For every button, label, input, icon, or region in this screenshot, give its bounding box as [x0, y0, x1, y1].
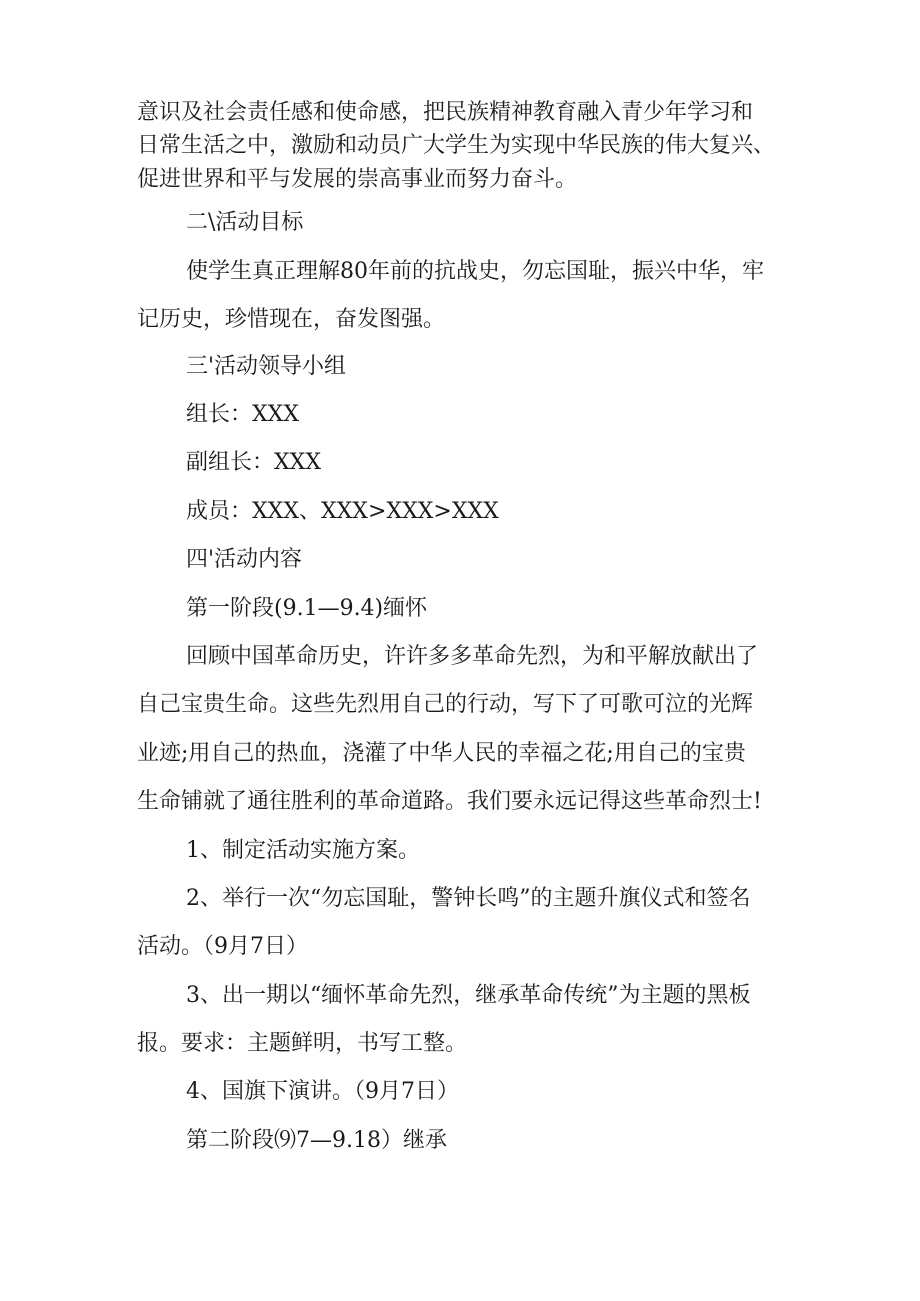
stage1-text-line-3: 业迹;用自己的热血，浇灌了中华人民的幸福之花;用自己的宝贵: [137, 741, 746, 766]
section-heading-content: 四'活动内容: [186, 547, 303, 572]
stage1-text-line-2: 自己宝贵生命。这些先烈用自己的行动，写下了可歌可泣的光辉: [137, 692, 754, 717]
section-heading-leadership: 三'活动领导小组: [186, 354, 347, 379]
intro-line-1: 意识及社会责任感和使命感，把民族精神教育融入青少年学习和: [137, 100, 754, 125]
leader-line: 组长：XXX: [186, 402, 299, 427]
stage1-text-line-4: 生命铺就了通往胜利的革命道路。我们要永远记得这些革命烈士!: [137, 789, 762, 814]
objectives-line-2: 记历史，珍惜现在，奋发图强。: [137, 307, 446, 332]
intro-line-2: 日常生活之中，激励和动员广大学生为实现中华民族的伟大复兴、: [137, 133, 776, 158]
stage2-title: 第二阶段⑼7—9.18）继承: [186, 1128, 447, 1153]
members-line: 成员：XXX、XXX>XXX>XXX: [186, 499, 499, 524]
item-2-line-1: 2、举行一次“勿忘国耻，警钟长鸣”的主题升旗仪式和签名: [186, 886, 751, 911]
intro-line-3: 促进世界和平与发展的崇高事业而努力奋斗。: [137, 167, 578, 192]
stage1-title: 第一阶段(9.1—9.4)缅怀: [186, 596, 428, 621]
deputy-line: 副组长：XXX: [186, 450, 321, 475]
item-4: 4、国旗下演讲。（9月7日）: [186, 1079, 459, 1104]
objectives-line-1: 使学生真正理解80年前的抗战史，勿忘国耻，振兴中华，牢: [186, 259, 764, 284]
item-2-line-2: 活动。（9月7日）: [137, 934, 308, 959]
section-heading-objectives: 二\活动目标: [186, 210, 304, 235]
item-1: 1、制定活动实施方案。: [186, 838, 420, 863]
item-3-line-2: 报。要求：主题鲜明，书写工整。: [137, 1031, 468, 1056]
stage1-text-line-1: 回顾中国革命历史，许许多多革命先烈，为和平解放献出了: [186, 644, 759, 669]
item-3-line-1: 3、出一期以“缅怀革命先烈，继承革命传统”为主题的黑板: [186, 983, 751, 1008]
